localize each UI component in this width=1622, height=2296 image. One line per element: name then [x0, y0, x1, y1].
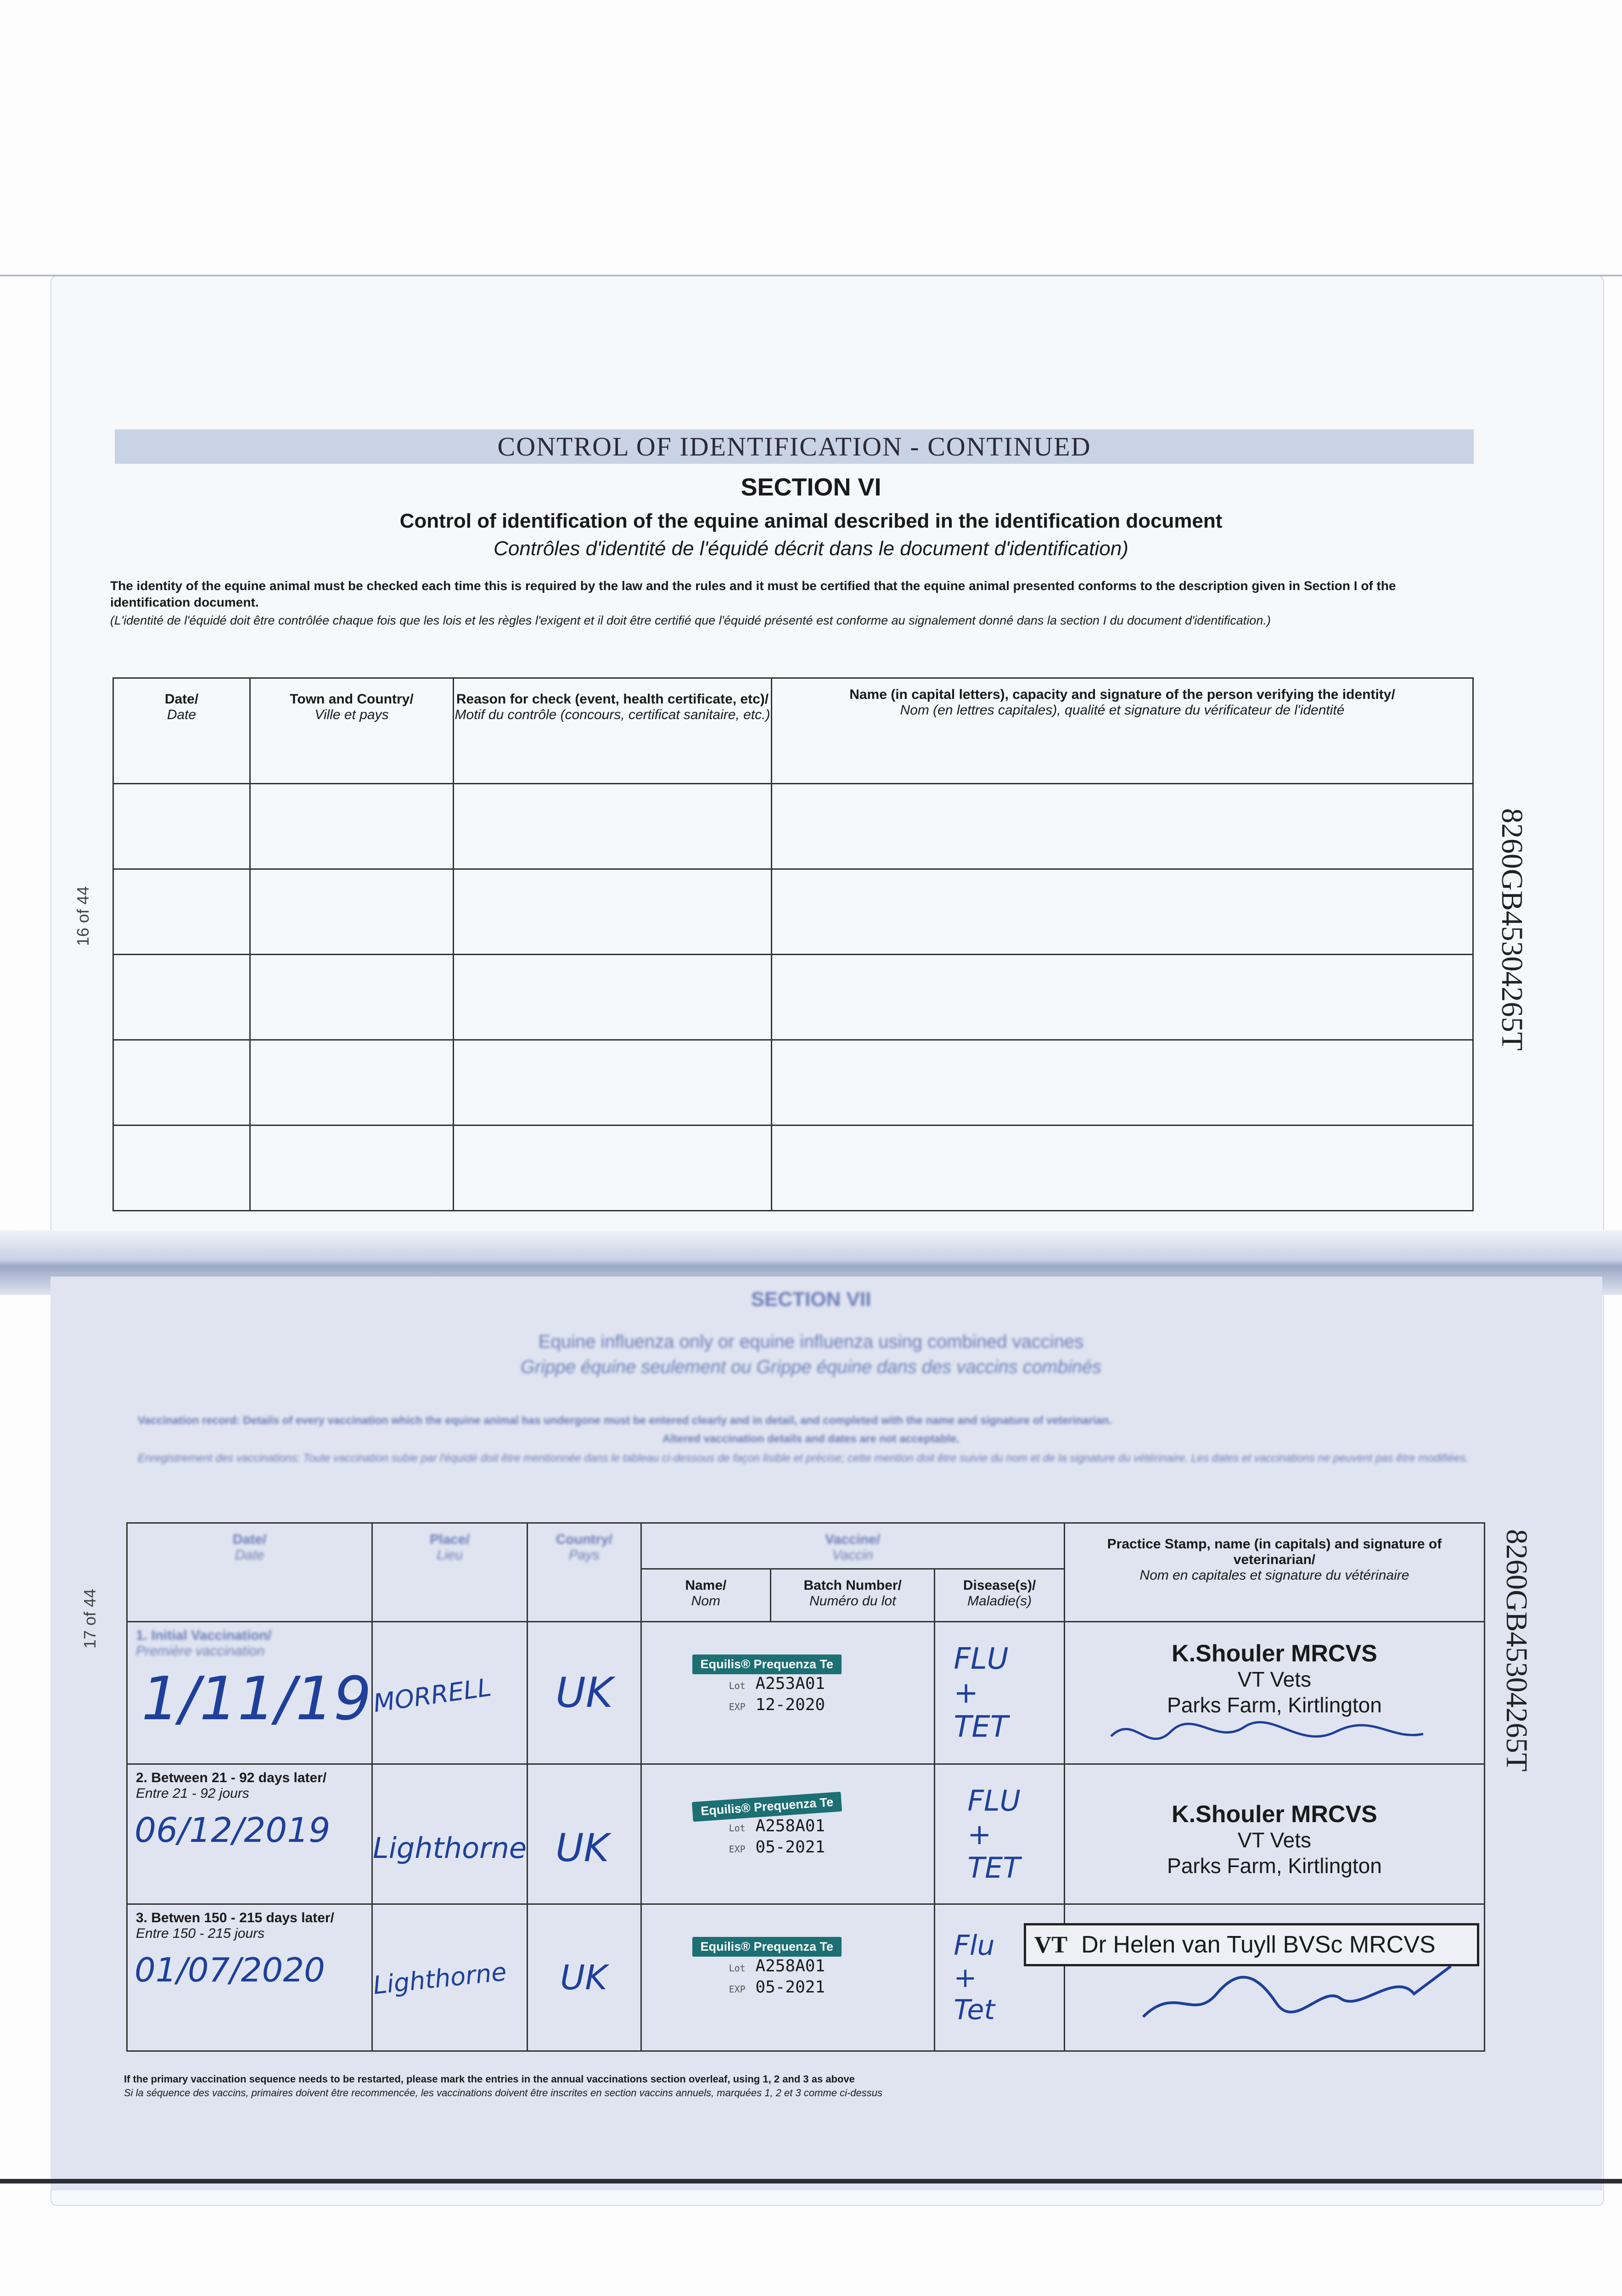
row3-signature: [1139, 1966, 1460, 2026]
row3-place: Lighthorne: [371, 1957, 508, 2000]
col-vet: Practice Stamp, name (in capitals) and signature of veterinarian/ Nom en capitales et signature du vétérinaire: [1064, 1523, 1484, 1622]
row2-practice: VT Vets: [1237, 1828, 1312, 1852]
section6-subtitle: Control of identification of the equine animal described in the identification document: [399, 510, 1223, 532]
document-id-lower: 8260GB45304265T: [1500, 1529, 1533, 1772]
vaccination-row-2: 2. Between 21 - 92 days later/ Entre 21 - 92 jours 06/12/2019 Lighthorne UK Equilis® Prequenza Te Lot A258A01 EXP 05-2021 FLU + TET K.Shouler MRCVS VT Vets Parks Farm, Kirtlington: [127, 1764, 1485, 1904]
page-edge-bottom: [0, 2179, 1622, 2183]
row3-date-cell: 3. Betwen 150 - 215 days later/ Entre 150 - 215 jours 01/07/2020: [127, 1904, 372, 2051]
table-row: [113, 869, 1473, 955]
table-row: [113, 955, 1473, 1040]
row2-disease: FLU + TET: [967, 1784, 1021, 1885]
section7-intro: Vaccination record: Details of every vaccination which the equine animal has undergone must be entered clearly and in detail, and completed with the name and signature of veterinarian.: [138, 1414, 1112, 1427]
vaccination-table: [126, 1522, 1485, 2052]
row3-vet-stamp: [1024, 1923, 1479, 1966]
row3-practice: VT: [1034, 1931, 1068, 1958]
table-row: [113, 784, 1473, 869]
row2-date-cell: 2. Between 21 - 92 days later/ Entre 21 - 92 jours 06/12/2019: [127, 1764, 372, 1904]
vaccination-row-1: 1. Initial Vaccination/ Première vaccination 1/11/19 MORRELL UK Equilis® Prequenza Te Lot A253A01 EXP 12-2020 FLU + TET K.Shouler MRCVS VT Vets Parks Farm, Kirtlington: [127, 1622, 1485, 1764]
row1-practice: VT Vets: [1237, 1667, 1312, 1691]
vaccination-row-3: 3. Betwen 150 - 215 days later/ Entre 150 - 215 jours 01/07/2020 Lighthorne UK Equilis® Prequenza Te Lot A258A01 EXP 05-2021 Flu + Tet VT Dr Helen van Tuyll BVSc MRCVS: [127, 1904, 1485, 2051]
row2-place: Lighthorne: [373, 1831, 527, 1865]
row1-country: UK: [556, 1669, 613, 1717]
section7-subtitle: Equine influenza only or equine influenza using combined vaccines: [538, 1332, 1084, 1352]
row3-exp: 05-2021: [755, 1978, 825, 1997]
row2-country: UK: [556, 1825, 609, 1870]
row1-address: Parks Farm, Kirtlington: [1167, 1693, 1382, 1717]
row3-batch: A258A01: [755, 1957, 825, 1975]
page-number-upper: 16 of 44: [73, 886, 92, 946]
col-date: Date/ Date: [113, 678, 250, 784]
row1-vaccine-label: Equilis® Prequenza Te: [692, 1654, 842, 1674]
section-banner: CONTROL OF IDENTIFICATION - CONTINUED: [115, 429, 1474, 464]
footnote-fr: Si la séquence des vaccins, primaires doivent être recommencée, les vaccinations doivent être inscrites en section vaccins annuels, marquées 1, 2 et 3 comme ci-dessus: [124, 2087, 883, 2099]
section7-subtitle-fr: Grippe équine seulement ou Grippe équine dans des vaccins combinés: [520, 1357, 1102, 1377]
col-vacc-date: Date/ Date: [127, 1523, 372, 1622]
col-town-country: Town and Country/ Ville et pays: [250, 678, 454, 784]
row3-disease: Flu + Tet: [954, 1929, 995, 2026]
table-row: [113, 1040, 1473, 1125]
identity-check-table: [112, 677, 1474, 1211]
section7-title: SECTION VII: [751, 1288, 871, 1311]
row3-country: UK: [560, 1958, 607, 1998]
document-id-upper: 8260GB45304265T: [1495, 808, 1529, 1051]
col-reason: Reason for check (event, health certificate, etc)/ Motif du contrôle (concours, certificat sanitaire, etc.): [454, 678, 772, 784]
row1-vet-name: K.Shouler MRCVS: [1172, 1640, 1377, 1667]
row3-vet-name: Dr Helen van Tuyll BVSc MRCVS: [1081, 1931, 1436, 1958]
section6-intro: The identity of the equine animal must be checked each time this is required by the law and the rules and it must be certified that the equine animal presented conforms to the description given in Section I of the identification document.: [110, 579, 1396, 609]
col-batch: Batch Number/ Numéro du lot: [771, 1569, 935, 1622]
section7-intro2: Altered vaccination details and dates are not acceptable.: [662, 1433, 960, 1445]
section6-subtitle-fr: Contrôles d'identité de l'équidé décrit dans le document d'identification): [494, 537, 1128, 560]
page-number-lower: 17 of 44: [80, 1589, 99, 1649]
col-vaccine-name: Name/ Nom: [641, 1569, 771, 1622]
row2-vaccine-label: Equilis® Prequenza Te: [691, 1792, 842, 1822]
row1-date: 1/11/19: [141, 1664, 372, 1733]
row1-exp: 12-2020: [755, 1695, 825, 1714]
row2-address: Parks Farm, Kirtlington: [1167, 1854, 1382, 1878]
row2-date: 06/12/2019: [135, 1811, 331, 1850]
col-verifier: Name (in capital letters), capacity and signature of the person verifying the identity/ Nom (en lettres capitales), qualité et signature du vérificateur de l'identité: [772, 678, 1473, 784]
col-place: Place/ Lieu: [372, 1523, 528, 1622]
page-edge-top: [0, 275, 1622, 276]
footnote: If the primary vaccination sequence needs to be restarted, please mark the entries in the annual vaccinations section overleaf, using 1, 2 and 3 as above: [124, 2073, 855, 2085]
col-country: Country/ Pays: [528, 1523, 641, 1622]
row2-exp: 05-2021: [755, 1838, 825, 1857]
row2-batch: A258A01: [755, 1817, 825, 1835]
row1-date-cell: 1. Initial Vaccination/ Première vaccination 1/11/19: [127, 1622, 372, 1764]
row2-vet-name: K.Shouler MRCVS: [1172, 1801, 1377, 1828]
col-vaccine: Vaccine/ Vaccin: [641, 1523, 1064, 1569]
section6-intro-fr: (L'identité de l'équidé doit être contrôlée chaque fois que les lois et les règles l'exigent et il doit être certifié que l'équidé présenté est conforme au signalement donné dans la section I du document d'identification.): [110, 613, 1271, 627]
row1-batch: A253A01: [755, 1674, 825, 1693]
row3-date: 01/07/2020: [135, 1951, 325, 1989]
section7-intro-fr: Enregistrement des vaccinations: Toute vaccination subie par l'équidé doit être mentionnée dans le tableau ci-dessous de façon lisible et précise; cette mention doit être suivie du nom et de la signature du vétérinaire. Les dates et vaccinations ne peuvent pas être modifiées.: [138, 1452, 1469, 1464]
row1-disease: FLU + TET: [954, 1642, 1009, 1744]
row1-place: MORRELL: [371, 1672, 494, 1718]
section6-title: SECTION VI: [741, 473, 881, 501]
table-row: [113, 1125, 1473, 1211]
col-disease: Disease(s)/ Maladie(s): [935, 1569, 1065, 1622]
row3-vaccine-label: Equilis® Prequenza Te: [692, 1937, 842, 1957]
row1-signature: [1106, 1718, 1428, 1750]
